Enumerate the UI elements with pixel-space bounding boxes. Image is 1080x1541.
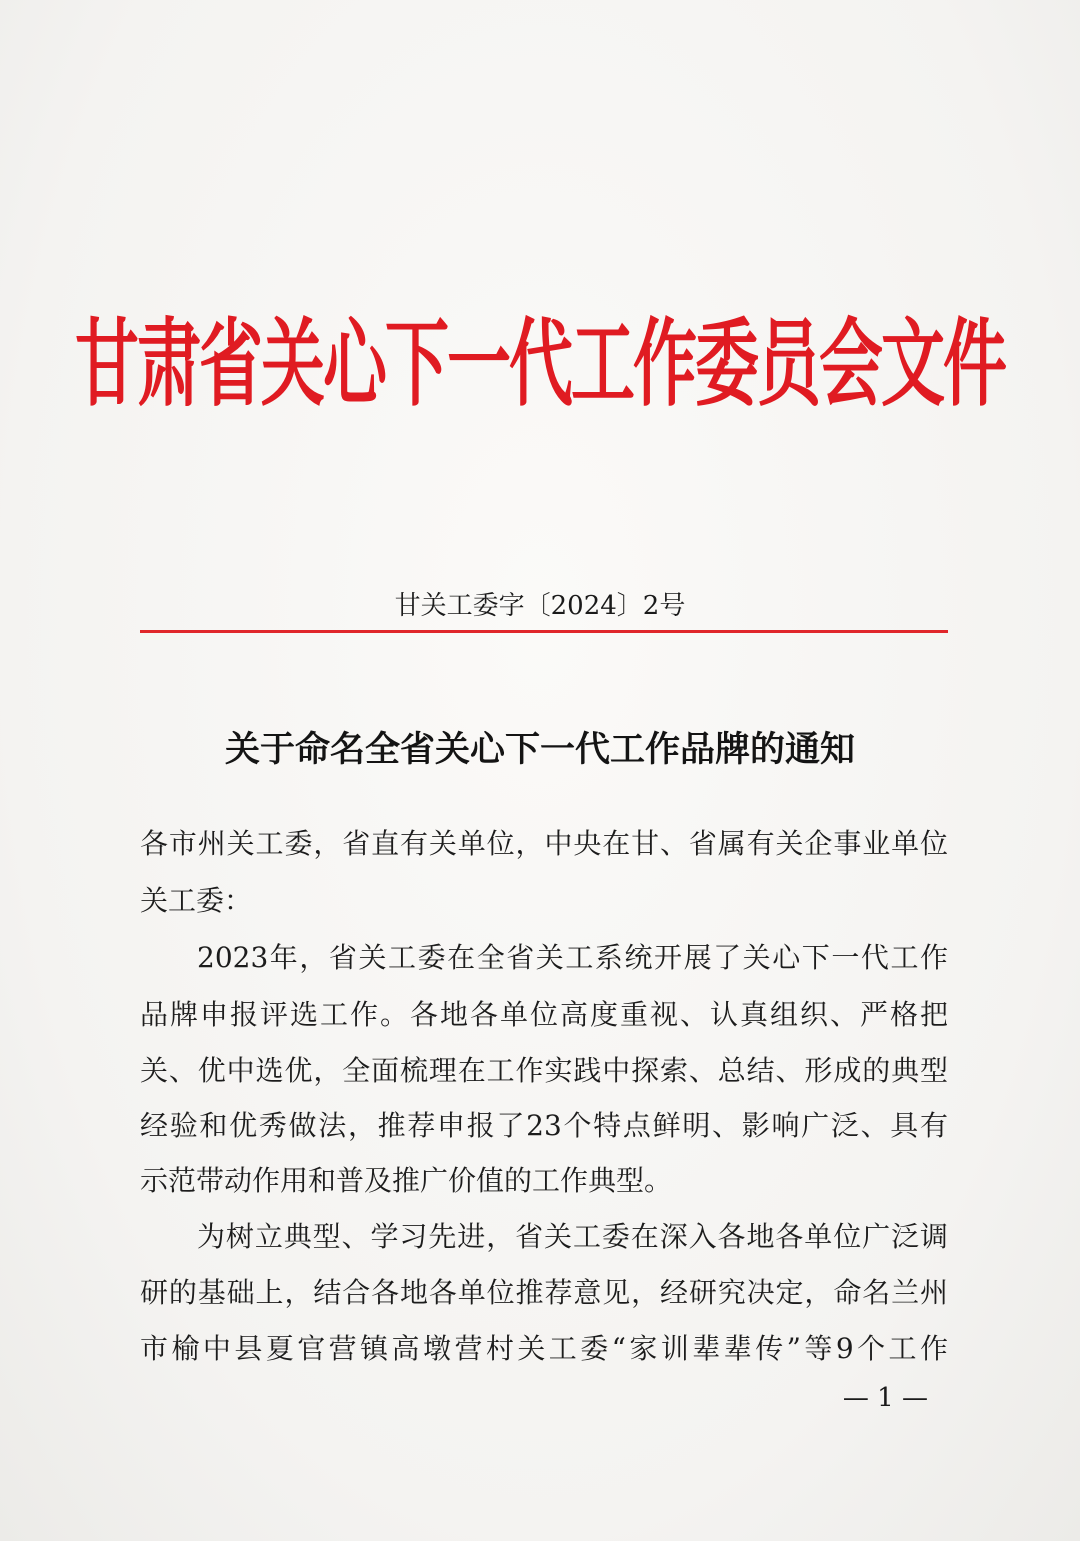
body-line-7: 示范带动作用和普及推广价值的工作典型。 xyxy=(140,1164,673,1197)
red-divider-line xyxy=(140,630,948,633)
body-line-6: 经验和优秀做法，推荐申报了23个特点鲜明、影响广泛、具有 xyxy=(140,1109,948,1142)
body-line-9: 研的基础上，结合各地各单位推荐意见，经研究决定，命名兰州 xyxy=(140,1276,948,1309)
document-number: 甘关工委字〔2024〕2号 xyxy=(394,591,686,621)
body-line-8: 为树立典型、学习先进，省关工委在深入各地各单位广泛调 xyxy=(197,1220,948,1253)
body-line-10: 市榆中县夏官营镇高墩营村关工委“家训辈辈传”等9个工作 xyxy=(140,1332,948,1365)
body-line-5: 关、优中选优，全面梳理在工作实践中探索、总结、形成的典型 xyxy=(140,1054,948,1087)
page-number: — 1 — xyxy=(842,1383,928,1413)
body-line-3: 2023年，省关工委在全省关工系统开展了关心下一代工作 xyxy=(197,941,948,974)
body-line-4: 品牌申报评选工作。各地各单位高度重视、认真组织、严格把 xyxy=(140,998,948,1031)
body-line-2: 关工委： xyxy=(140,884,253,917)
notice-title: 关于命名全省关心下一代工作品牌的通知 xyxy=(224,729,855,770)
body-line-1: 各市州关工委，省直有关单位，中央在甘、省属有关企事业单位 xyxy=(140,827,948,860)
document-header-title: 甘肃省关心下一代工作委员会文件 xyxy=(75,310,1005,421)
